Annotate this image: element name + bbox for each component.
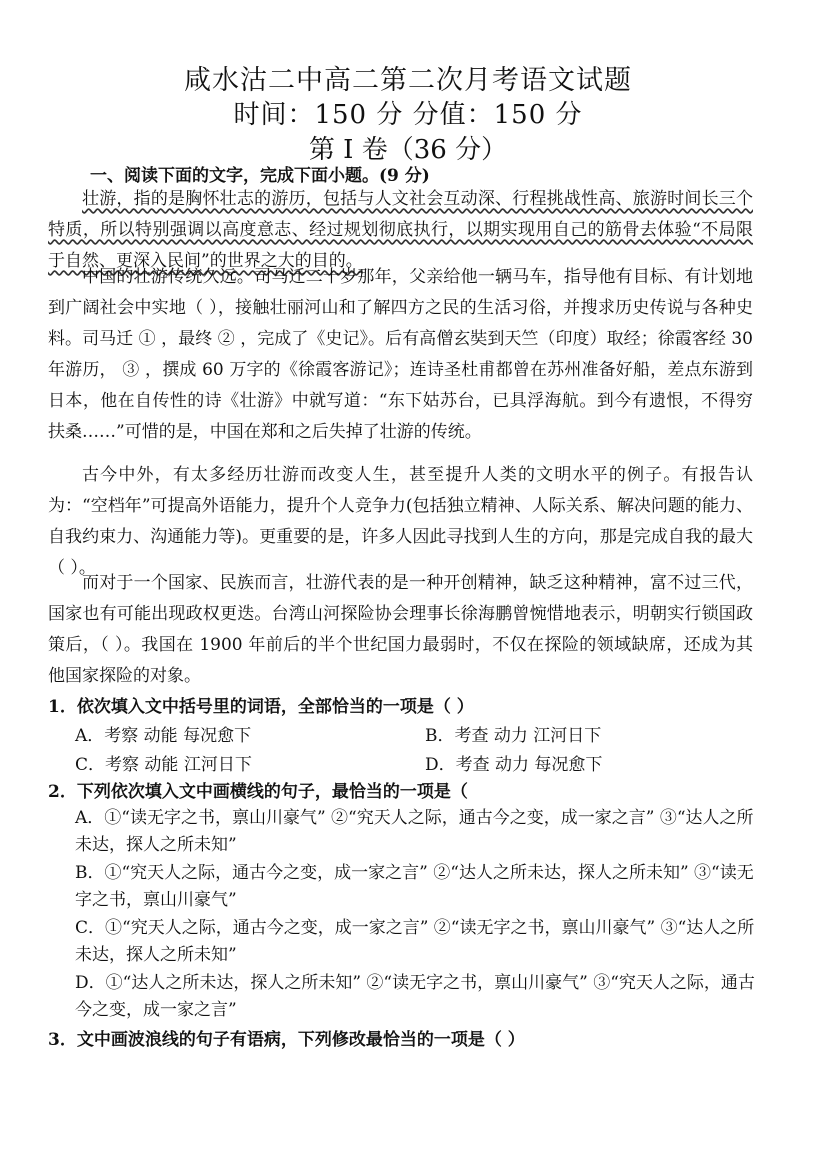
question-1-stem: 1．依次填入文中括号里的词语，全部恰当的一项是（ ） <box>48 697 474 717</box>
question-1-option-b: B．考查 动力 江河日下 <box>425 726 602 746</box>
question-2-stem: 2．下列依次填入文中画横线的句子，最恰当的一项是（ <box>48 782 468 802</box>
section-heading: 一、阅读下面的文字，完成下面小题。(9 分) <box>90 166 430 186</box>
question-2-option-c: C．①“究天人之际，通古今之变，成一家之言” ②“读无字之书，禀山川豪气” ③“达人之所未达，探人之所未知” <box>75 918 755 965</box>
wavy-underlined-sentence: 壮游，指的是胸怀壮志的游历，包括与人文社会互动深、行程挑战性高、旅游时间长三个特质，所以特别强调以高度意志、经过规划彻底执行，以期实现用自己的筋骨去体验“不局限于自然、更深入民间”的世界之大的目的。 <box>48 189 753 271</box>
part-heading: 第 I 卷（36 分） <box>308 135 508 165</box>
question-3-stem: 3．文中画波浪线的句子有语病，下列修改最恰当的一项是（ ） <box>48 1030 525 1050</box>
question-2-option-d: D．①“达人之所未达，探人之所未知” ②“读无字之书，禀山川豪气” ③“究天人之际，通古今之变，成一家之言” <box>75 973 755 1020</box>
exam-title: 咸水沽二中高二第二次月考语文试题 <box>184 65 632 96</box>
question-1-option-d: D．考查 动力 每况愈下 <box>425 755 603 775</box>
exam-meta: 时间：150 分 分值：150 分 <box>233 100 583 130</box>
question-2-option-b: B．①“究天人之际，通古今之变，成一家之言” ②“达人之所未达，探人之所未知” ③“读无字之书，禀山川豪气” <box>75 863 754 910</box>
question-1-option-c: C．考察 动能 江河日下 <box>75 755 252 775</box>
passage-paragraph-2: 中国的壮游传统久远。司马迁二十岁那年，父亲给他一辆马车，指导他有目标、有计划地到广阔社会中实地（ ），接触壮丽河山和了解四方之民的生活习俗，并搜求历史传说与各种史料。司马迁 ① ，最终 ② ，完成了《史记》。后有高僧玄奘到天竺（印度）取经；徐霞客经 30 年游历， ③ ，撰成 60 万字的《徐霞客游记》；连诗圣杜甫都曾在苏州准备好船，差点东游到日本，他在自传性的诗《壮游》中就写道：“东下姑苏台，已具浮海航。到今有遗恨，不得穷扶桑……”可惜的是，中国在郑和之后失掉了壮游的传统。 <box>48 267 753 442</box>
passage-paragraph-3: 古今中外，有太多经历壮游而改变人生，甚至提升人类的文明水平的例子。有报告认为：“空档年”可提高外语能力，提升个人竞争力(包括独立精神、人际关系、解决问题的能力、自我约束力、沟通能力等)。更重要的是，许多人因此寻找到人生的方向，那是完成自我的最大（ ）。 <box>48 465 753 578</box>
question-2-option-a: A．①“读无字之书，禀山川豪气” ②“究天人之际，通古今之变，成一家之言” ③“达人之所未达，探人之所未知” <box>75 808 754 855</box>
passage-paragraph-4: 而对于一个国家、民族而言，壮游代表的是一种开创精神，缺乏这种精神，富不过三代，国家也有可能出现政权更迭。台湾山河探险协会理事长徐海鹏曾惋惜地表示，明朝实行锁国政策后，（ ）。我国在 1900 年前后的半个世纪国力最弱时，不仅在探险的领域缺席，还成为其他国家探险的对象。 <box>48 573 753 686</box>
question-1-option-a: A．考察 动能 每况愈下 <box>75 726 252 746</box>
